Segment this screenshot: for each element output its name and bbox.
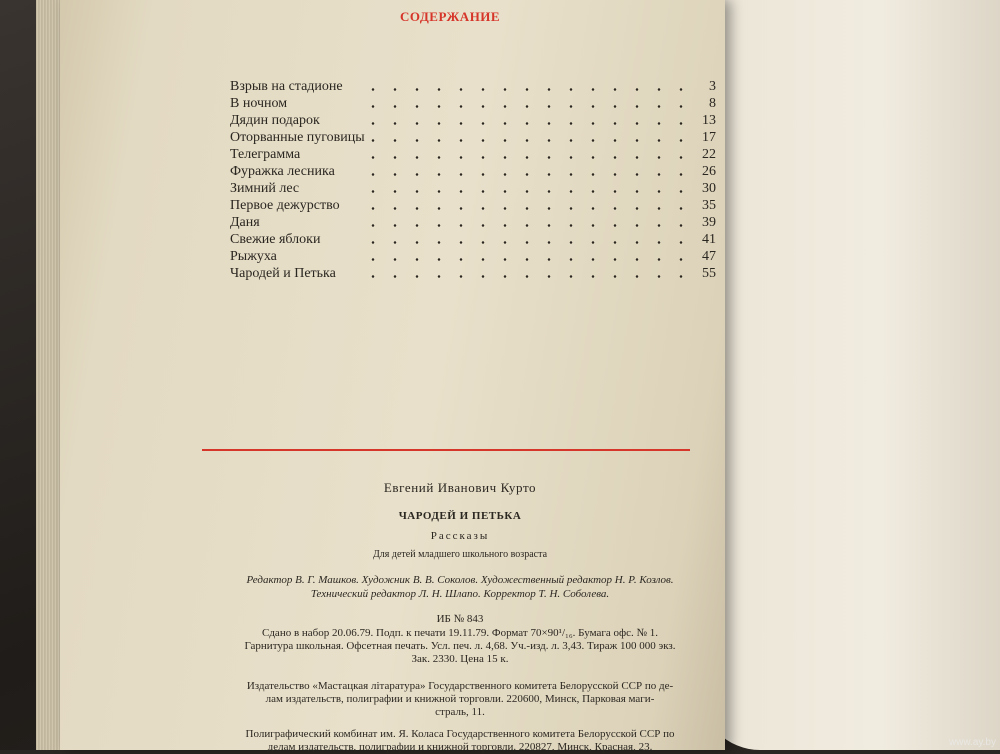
toc-leader-dots bbox=[370, 122, 692, 125]
credits-line: Технический редактор Л. Н. Шлапо. Корректор Т. Н. Соболева. bbox=[310, 588, 610, 600]
toc-entry bbox=[230, 164, 740, 181]
book-genre: Рассказы bbox=[430, 530, 490, 542]
credits-line: Редактор В. Г. Машков. Художник В. В. Соколов. Художественный редактор Н. Р. Козлов. bbox=[246, 574, 674, 586]
toc-entry-title: Телеграмма bbox=[230, 147, 301, 162]
printer-line: делам издательств, полиграфии и книжной торговли. 220827, Минск, Красная, 23. bbox=[267, 741, 653, 753]
publisher-info bbox=[180, 680, 740, 719]
toc-entry bbox=[230, 181, 740, 198]
specs-line: Зак. 2330. Цена 15 к. bbox=[411, 653, 509, 665]
toc-entry-page: 39 bbox=[702, 215, 716, 230]
toc-entry-title: Первое дежурство bbox=[230, 198, 340, 213]
toc-leader-dots bbox=[370, 275, 692, 278]
toc-entry-title: Свежие яблоки bbox=[230, 232, 321, 247]
toc-entry-page: 30 bbox=[702, 181, 716, 196]
toc-entry-page: 13 bbox=[702, 113, 716, 128]
toc-entry-page: 41 bbox=[702, 232, 716, 247]
toc-entry bbox=[230, 113, 740, 130]
toc-leader-dots bbox=[370, 105, 692, 108]
toc-entry bbox=[230, 147, 740, 164]
toc-entry-title: Фуражка лесника bbox=[230, 164, 335, 179]
toc-entry-title: В ночном bbox=[230, 96, 288, 111]
toc-entry bbox=[230, 130, 740, 147]
printer-info bbox=[180, 728, 740, 754]
toc-leader-dots bbox=[370, 241, 692, 244]
publisher-line: Издательство «Мастацкая літаратура» Государственного комитета Белорусской ССР по де- bbox=[246, 680, 674, 692]
print-specs bbox=[180, 627, 740, 666]
publisher-line: лам издательств, полиграфии и книжной торговли. 220600, Минск, Парковая маги- bbox=[265, 693, 655, 705]
specs-line: Сдано в набор 20.06.79. Подп. к печати 19.11.79. Формат 70×90¹/₁₆. Бумага офс. № 1. bbox=[262, 627, 658, 639]
toc-entry-page: 3 bbox=[709, 79, 716, 94]
toc-entry bbox=[230, 232, 740, 249]
author-name: Евгений Иванович Курто bbox=[383, 480, 537, 495]
toc-entry-page: 22 bbox=[702, 147, 716, 162]
toc-entry-page: 35 bbox=[702, 198, 716, 213]
toc-entry-page: 55 bbox=[702, 266, 716, 281]
toc-entry-page: 8 bbox=[709, 96, 716, 111]
toc-entry bbox=[230, 215, 740, 232]
toc-entry-title: Дядин подарок bbox=[230, 113, 320, 128]
toc-leader-dots bbox=[370, 173, 692, 176]
red-divider bbox=[202, 449, 690, 451]
toc-entry bbox=[230, 198, 740, 215]
toc-entry bbox=[230, 249, 740, 266]
toc-entry-title: Зимний лес bbox=[230, 181, 300, 196]
toc-leader-dots bbox=[370, 139, 692, 142]
specs-line: Гарнитура школьная. Офсетная печать. Усл. печ. л. 4,68. Уч.-изд. л. 3,43. Тираж 100 000 экз. bbox=[244, 640, 676, 652]
toc-heading: СОДЕРЖАНИЕ bbox=[400, 9, 501, 24]
credits bbox=[180, 573, 740, 601]
toc-entry bbox=[230, 266, 740, 283]
publisher-line: страль, 11. bbox=[435, 706, 485, 718]
facing-page bbox=[700, 0, 1000, 750]
toc-entry-title: Рыжуха bbox=[230, 249, 277, 264]
toc-entry-page: 47 bbox=[702, 249, 716, 264]
ib-number: ИБ № 843 bbox=[436, 613, 484, 625]
toc-leader-dots bbox=[370, 156, 692, 159]
imprint-block bbox=[180, 480, 740, 754]
toc-leader-dots bbox=[370, 88, 692, 91]
toc-entry-title: Оторванные пуговицы bbox=[230, 130, 365, 145]
toc-entry-page: 26 bbox=[702, 164, 716, 179]
toc-leader-dots bbox=[370, 224, 692, 227]
toc-entry-title: Взрыв на стадионе bbox=[230, 79, 343, 94]
target-audience: Для детей младшего школьного возраста bbox=[372, 549, 548, 560]
toc-entry bbox=[230, 79, 740, 96]
book-title: ЧАРОДЕЙ И ПЕТЬКА bbox=[398, 510, 522, 522]
watermark: www.ay.by bbox=[948, 737, 996, 748]
printer-line: Полиграфический комбинат им. Я. Коласа Государственного комитета Белорусской ССР по bbox=[245, 728, 675, 740]
toc-leader-dots bbox=[370, 258, 692, 261]
toc-entry-title: Чародей и Петька bbox=[230, 266, 336, 281]
toc-entry bbox=[230, 96, 740, 113]
table-of-contents bbox=[230, 79, 740, 283]
toc-leader-dots bbox=[370, 207, 692, 210]
book-page bbox=[60, 0, 725, 753]
toc-entry-page: 17 bbox=[702, 130, 716, 145]
toc-leader-dots bbox=[370, 190, 692, 193]
toc-entry-title: Даня bbox=[230, 215, 260, 230]
